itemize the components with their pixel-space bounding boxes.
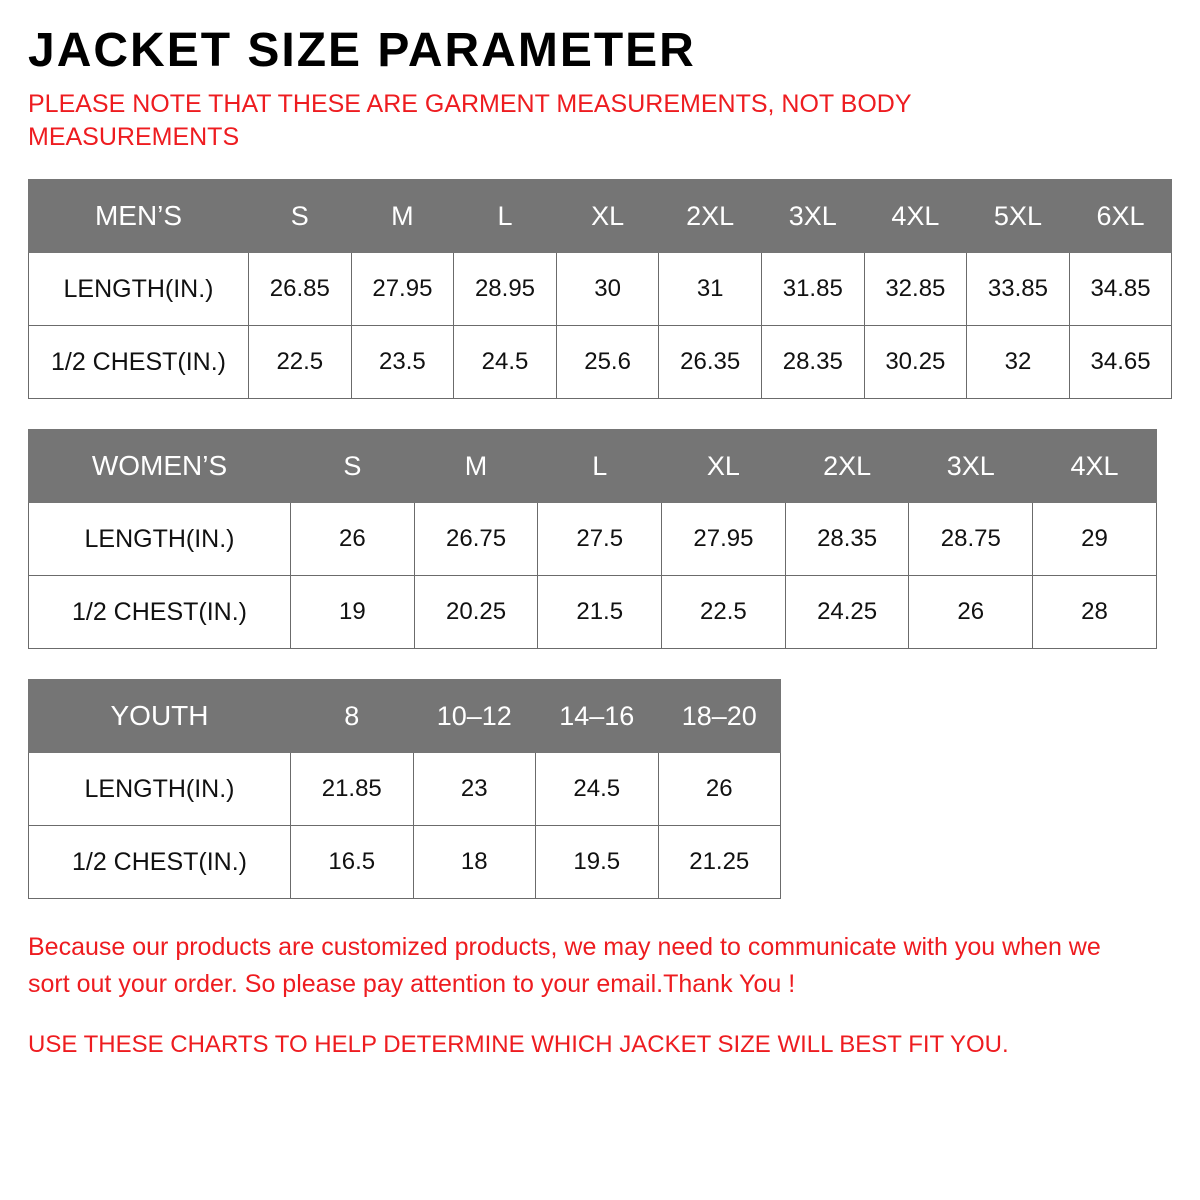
table-header-cell: 18–20 — [658, 680, 781, 753]
row-label: LENGTH(IN.) — [29, 753, 291, 826]
table-header-cell: 5XL — [967, 180, 1070, 253]
mens-size-table — [28, 179, 1172, 399]
table-header-cell: 3XL — [909, 430, 1033, 503]
table-header-cell: M — [414, 430, 538, 503]
table-row — [29, 253, 1172, 326]
table-header-cell: S — [249, 180, 352, 253]
womens-size-table — [28, 429, 1157, 649]
row-label: LENGTH(IN.) — [29, 253, 249, 326]
youth-size-table — [28, 679, 781, 899]
table-cell: 18 — [413, 826, 536, 899]
row-label: LENGTH(IN.) — [29, 503, 291, 576]
table-cell: 34.65 — [1069, 326, 1172, 399]
table-cell: 26 — [291, 503, 415, 576]
table-cell: 31.85 — [761, 253, 864, 326]
table-cell: 32 — [967, 326, 1070, 399]
table-cell: 24.5 — [536, 753, 659, 826]
table-header-cell: MEN’S — [29, 180, 249, 253]
table-header-cell: M — [351, 180, 454, 253]
table-row — [29, 753, 781, 826]
table-cell: 22.5 — [662, 576, 786, 649]
table-header-cell: 14–16 — [536, 680, 659, 753]
row-label: 1/2 CHEST(IN.) — [29, 826, 291, 899]
table-header-cell: 4XL — [1033, 430, 1157, 503]
table-row — [29, 576, 1157, 649]
table-cell: 21.25 — [658, 826, 781, 899]
table-cell: 28 — [1033, 576, 1157, 649]
table-cell: 28.35 — [785, 503, 909, 576]
garment-measurement-note: PLEASE NOTE THAT THESE ARE GARMENT MEASUREMENTS, NOT BODY MEASUREMENTS — [28, 90, 912, 151]
table-cell: 31 — [659, 253, 762, 326]
table-header-cell: S — [291, 430, 415, 503]
table-cell: 27.95 — [351, 253, 454, 326]
table-cell: 32.85 — [864, 253, 967, 326]
table-cell: 26.35 — [659, 326, 762, 399]
table-cell: 24.25 — [785, 576, 909, 649]
table-cell: 30.25 — [864, 326, 967, 399]
table-header-row — [29, 180, 1172, 253]
table-cell: 27.5 — [538, 503, 662, 576]
table-cell: 28.75 — [909, 503, 1033, 576]
table-cell: 19 — [291, 576, 415, 649]
table-cell: 26.85 — [249, 253, 352, 326]
table-cell: 23.5 — [351, 326, 454, 399]
table-row — [29, 826, 781, 899]
table-cell: 33.85 — [967, 253, 1070, 326]
table-header-row — [29, 430, 1157, 503]
table-header-cell: 2XL — [659, 180, 762, 253]
table-header-cell: XL — [662, 430, 786, 503]
table-row — [29, 503, 1157, 576]
row-label: 1/2 CHEST(IN.) — [29, 326, 249, 399]
table-header-cell: YOUTH — [29, 680, 291, 753]
table-cell: 16.5 — [291, 826, 414, 899]
table-cell: 26.75 — [414, 503, 538, 576]
table-cell: 22.5 — [249, 326, 352, 399]
table-header-cell: 8 — [291, 680, 414, 753]
table-cell: 28.95 — [454, 253, 557, 326]
table-cell: 21.85 — [291, 753, 414, 826]
table-header-cell: L — [454, 180, 557, 253]
table-cell: 26 — [658, 753, 781, 826]
table-cell: 29 — [1033, 503, 1157, 576]
table-header-cell: XL — [556, 180, 659, 253]
page-title: JACKET SIZE PARAMETER — [28, 24, 696, 77]
table-cell: 21.5 — [538, 576, 662, 649]
table-cell: 24.5 — [454, 326, 557, 399]
table-cell: 19.5 — [536, 826, 659, 899]
table-cell: 26 — [909, 576, 1033, 649]
customization-note: Because our products are customized products, we may need to communicate with you when we sort out your order. So please pay attention to your email.Thank You ! — [28, 933, 1101, 998]
chart-usage-note: USE THESE CHARTS TO HELP DETERMINE WHICH JACKET SIZE WILL BEST FIT YOU. — [28, 1030, 1009, 1058]
row-label: 1/2 CHEST(IN.) — [29, 576, 291, 649]
table-header-cell: 2XL — [785, 430, 909, 503]
table-cell: 25.6 — [556, 326, 659, 399]
table-cell: 20.25 — [414, 576, 538, 649]
table-header-cell: 3XL — [761, 180, 864, 253]
table-header-cell: L — [538, 430, 662, 503]
table-header-row — [29, 680, 781, 753]
table-header-cell: 4XL — [864, 180, 967, 253]
table-header-cell: 6XL — [1069, 180, 1172, 253]
table-row — [29, 326, 1172, 399]
table-cell: 27.95 — [662, 503, 786, 576]
table-cell: 34.85 — [1069, 253, 1172, 326]
table-header-cell: WOMEN’S — [29, 430, 291, 503]
table-cell: 23 — [413, 753, 536, 826]
table-cell: 28.35 — [761, 326, 864, 399]
table-header-cell: 10–12 — [413, 680, 536, 753]
table-cell: 30 — [556, 253, 659, 326]
